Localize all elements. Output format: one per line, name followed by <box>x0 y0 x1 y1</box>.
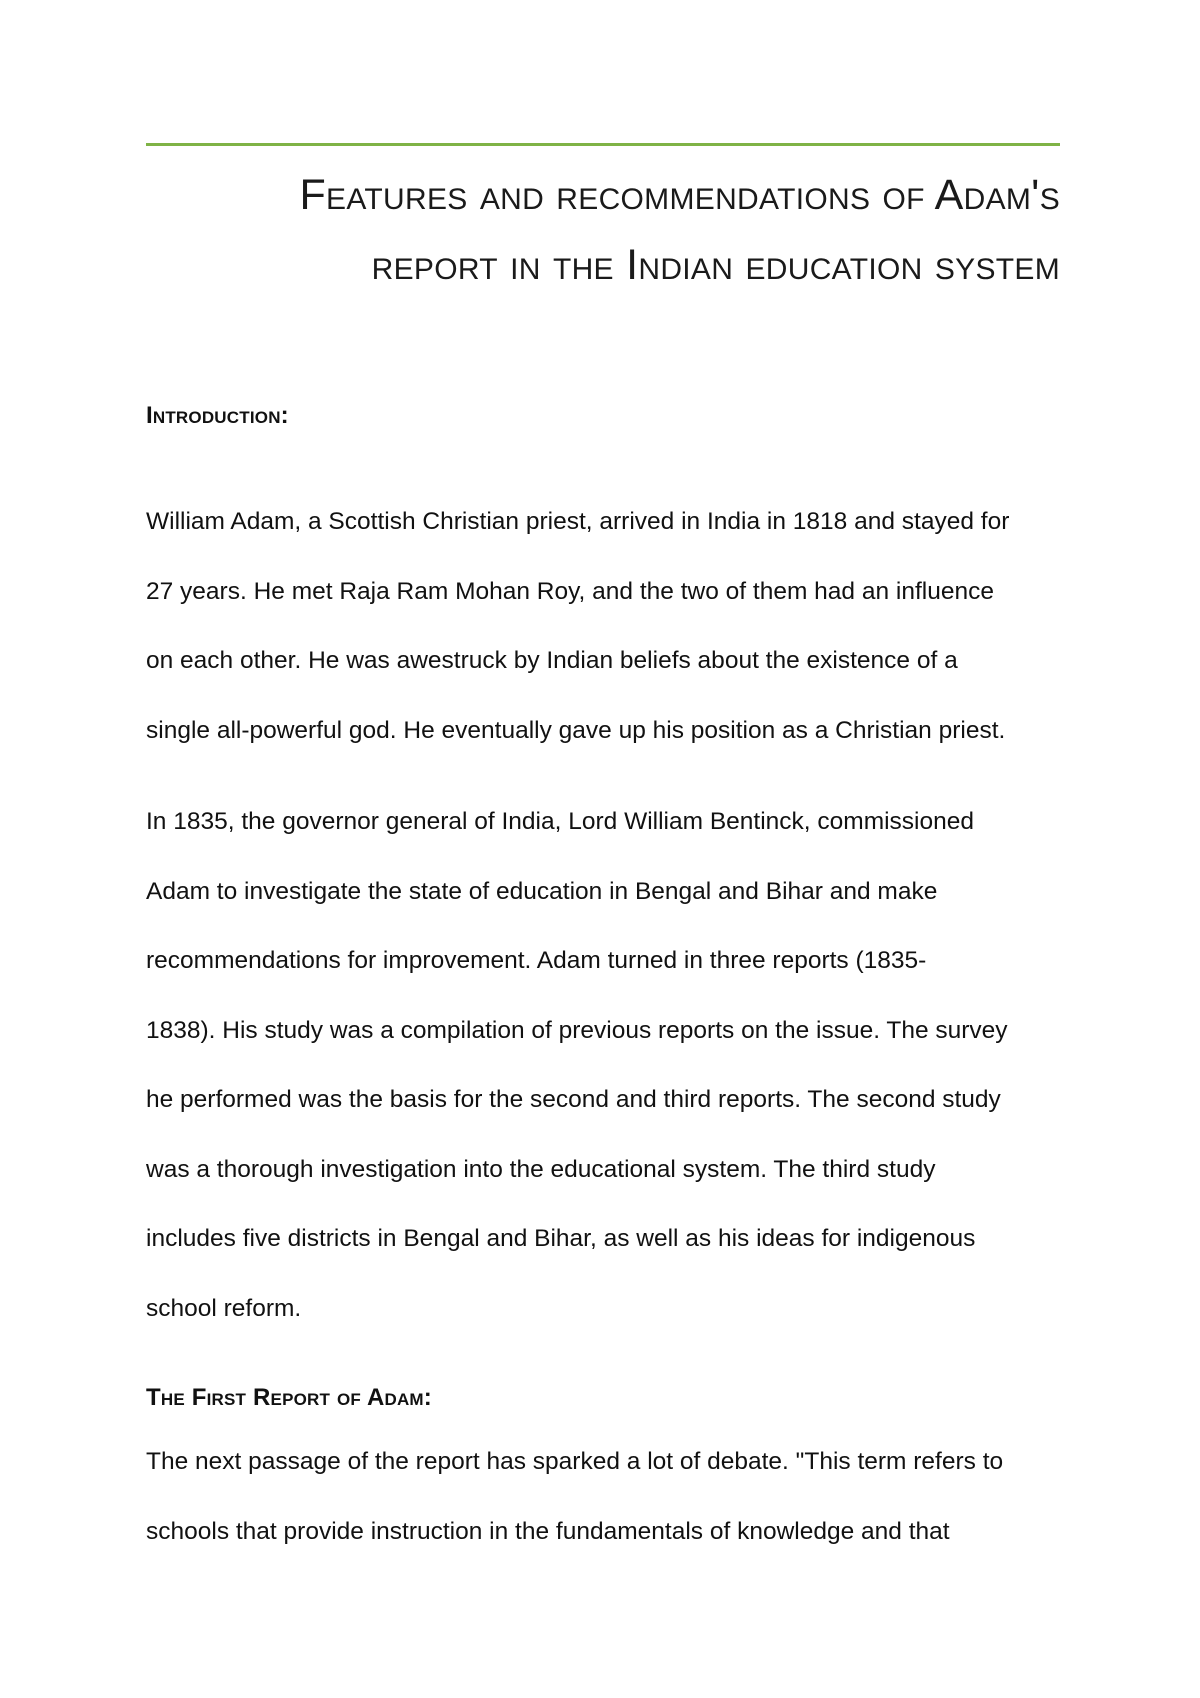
text-line: Adam to investigate the state of education in Bengal and Bihar and make <box>146 877 938 905</box>
document-title <box>146 160 1060 300</box>
text-line: was a thorough investigation into the educational system. The third study <box>146 1155 936 1183</box>
section-heading-introduction: Introduction: <box>146 402 289 429</box>
paragraph-intro-2 <box>146 787 1066 1343</box>
title-rule <box>146 143 1060 146</box>
title-line: Features and recommendations of Adam's <box>299 171 1060 219</box>
text-line: William Adam, a Scottish Christian priest, arrived in India in 1818 and stayed for <box>146 508 1010 535</box>
text-line: 1838). His study was a compilation of previous reports on the issue. The survey <box>146 1016 1008 1044</box>
paragraph-intro-1 <box>146 487 1066 765</box>
section-heading-first-report: The First Report of Adam: <box>146 1384 432 1411</box>
text-line: on each other. He was awestruck by Indian beliefs about the existence of a <box>146 647 958 674</box>
text-line: 27 years. He met Raja Ram Mohan Roy, and the two of them had an influence <box>146 577 994 605</box>
text-line: single all-powerful god. He eventually gave up his position as a Christian priest. <box>146 716 1006 744</box>
text-line: he performed was the basis for the second and third reports. The second study <box>146 1086 1001 1113</box>
text-line: recommendations for improvement. Adam turned in three reports (1835- <box>146 947 927 974</box>
text-line: schools that provide instruction in the fundamentals of knowledge and that <box>146 1517 950 1545</box>
text-line: school reform. <box>146 1294 302 1322</box>
text-line: In 1835, the governor general of India, Lord William Bentinck, commissioned <box>146 808 974 835</box>
paragraph-first-report <box>146 1427 1066 1566</box>
text-line: includes five districts in Bengal and Bihar, as well as his ideas for indigenous <box>146 1225 976 1252</box>
text-line: The next passage of the report has sparked a lot of debate. "This term refers to <box>146 1448 1004 1475</box>
title-line: report in the Indian education system <box>371 241 1060 289</box>
